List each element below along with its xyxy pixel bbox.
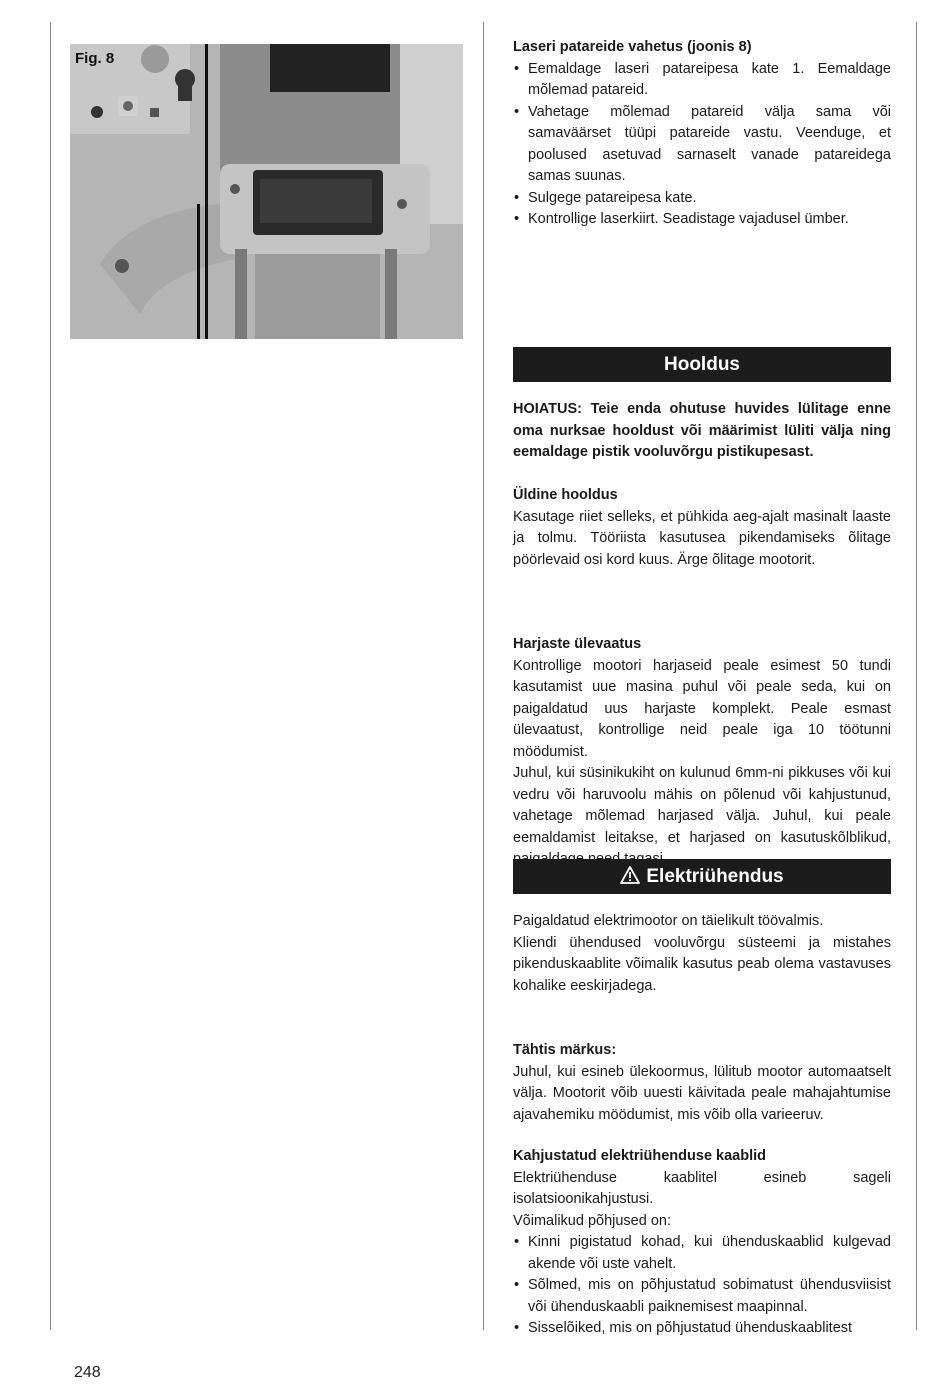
battery-steps bbox=[513, 59, 891, 231]
list-item: • Sulgege patareipesa kate. bbox=[513, 188, 891, 210]
figure-8-photo bbox=[70, 44, 463, 339]
brush-text-2: Juhul, kui süsinikukiht on kulunud 6mm-ni pikkuses või kui vedru või haruvoolu mähis on põlenud või kahjustunud, vahetage mõlemad harjased välja. Juhul, kui peale eemaldamist leitakse, et harjased on kasutuskõlblikud, bbox=[513, 765, 891, 846]
battery-heading: Laseri patareide vahetus (joonis 8) bbox=[513, 39, 752, 55]
battery-section bbox=[513, 37, 891, 231]
brush-heading: Harjaste ülevaatus bbox=[513, 636, 642, 652]
list-item: • Sõlmed, mis on põhjustatud sobimatust ühendusviisist või ühenduskaabli paiknemisest maapinnal. bbox=[513, 1275, 891, 1318]
note-section bbox=[513, 1040, 891, 1126]
maintenance-title: Hooldus bbox=[664, 354, 740, 375]
list-item: • Eemaldage laseri patareipesa kate 1. Eemaldage mõlemad patareid. bbox=[513, 59, 891, 102]
list-item: • Vahetage mõlemad patareid välja sama või samaväärset tüüpi patareide vastu. Veenduge, et poolused asetuvad sarnaselt vanade patareidega samas suunas. bbox=[513, 102, 891, 188]
cables-heading: Kahjustatud elektriühenduse kaablid bbox=[513, 1148, 766, 1164]
electrical-text-2: Kliendi ühendused vooluvõrgu süsteemi ja mistahes pikenduskaablite võimalik kasutus peab olema vastavuses kohalike eeskirjadega. bbox=[513, 934, 891, 994]
note-text: Juhul, kui esineb ülekoormus, lülitub mootor automaatselt välja. Mootorit võib uuesti käivitada peale mahajahtumise ajavahemiku möödumist, mis võib olla varieeruv. bbox=[513, 1063, 891, 1123]
general-text: Kasutage riiet selleks, et pühkida aeg-ajalt masinalt laaste ja tolmu. Tööriista kasutusea pikendamiseks õlitage pöörlevaid osi kord kuus. Ärge õlitage mootorit. bbox=[513, 508, 891, 568]
maintenance-section bbox=[513, 399, 891, 464]
general-heading: Üldine hooldus bbox=[513, 487, 618, 503]
warning-triangle-icon bbox=[620, 861, 640, 896]
list-item: • Kontrollige laserkiirt. Seadistage vajadusel ümber. bbox=[513, 209, 891, 231]
cables-text: Elektriühenduse kaablitel esineb sageli isolatsioonikahjustusi. bbox=[513, 1169, 891, 1207]
note-heading: Tähtis märkus: bbox=[513, 1042, 617, 1058]
list-item: • Sisselõiked, mis on põhjustatud ühenduskaablitest bbox=[513, 1318, 891, 1340]
electrical-title: Elektriühendus bbox=[646, 866, 784, 887]
maintenance-warning: HOIATUS: Teie enda ohutuse huvides lülitage enne oma nurksae hooldust või määrimist lüliti välja ning eemaldage pistik vooluvõrgu pistikupesast. bbox=[513, 401, 891, 460]
causes-intro: Võimalikud põhjused on: bbox=[513, 1212, 671, 1229]
page-number: 248 bbox=[74, 1364, 101, 1381]
figure-label: Fig. 8 bbox=[75, 50, 115, 67]
cables-section bbox=[513, 1146, 891, 1340]
column-rule-right bbox=[916, 22, 917, 1330]
list-item: • Kinni pigistatud kohad, kui ühenduskaablid kulgevad akende või uste vahelt. bbox=[513, 1232, 891, 1275]
electrical-section bbox=[513, 911, 891, 997]
column-rule-middle bbox=[483, 22, 484, 1330]
electrical-title-bar bbox=[513, 859, 891, 894]
causes-list bbox=[513, 1232, 891, 1340]
maintenance-title-bar bbox=[513, 347, 891, 382]
column-rule-left bbox=[50, 22, 51, 1330]
brush-text-1: Kontrollige mootori harjaseid peale esimest 50 tundi kasutamist uue masina puhul või peale seda, kui on paigaldatud uus harjaste komplekt. Peale esmast ülevaatust, kontrollige neid peale iga 10 töötunni möödumist. bbox=[513, 657, 891, 760]
general-maintenance-section bbox=[513, 485, 891, 571]
laser-battery-photo bbox=[70, 44, 463, 339]
brush-section bbox=[513, 634, 891, 871]
electrical-text-1: Paigaldatud elektrimootor on täielikult töövalmis. bbox=[513, 913, 824, 929]
